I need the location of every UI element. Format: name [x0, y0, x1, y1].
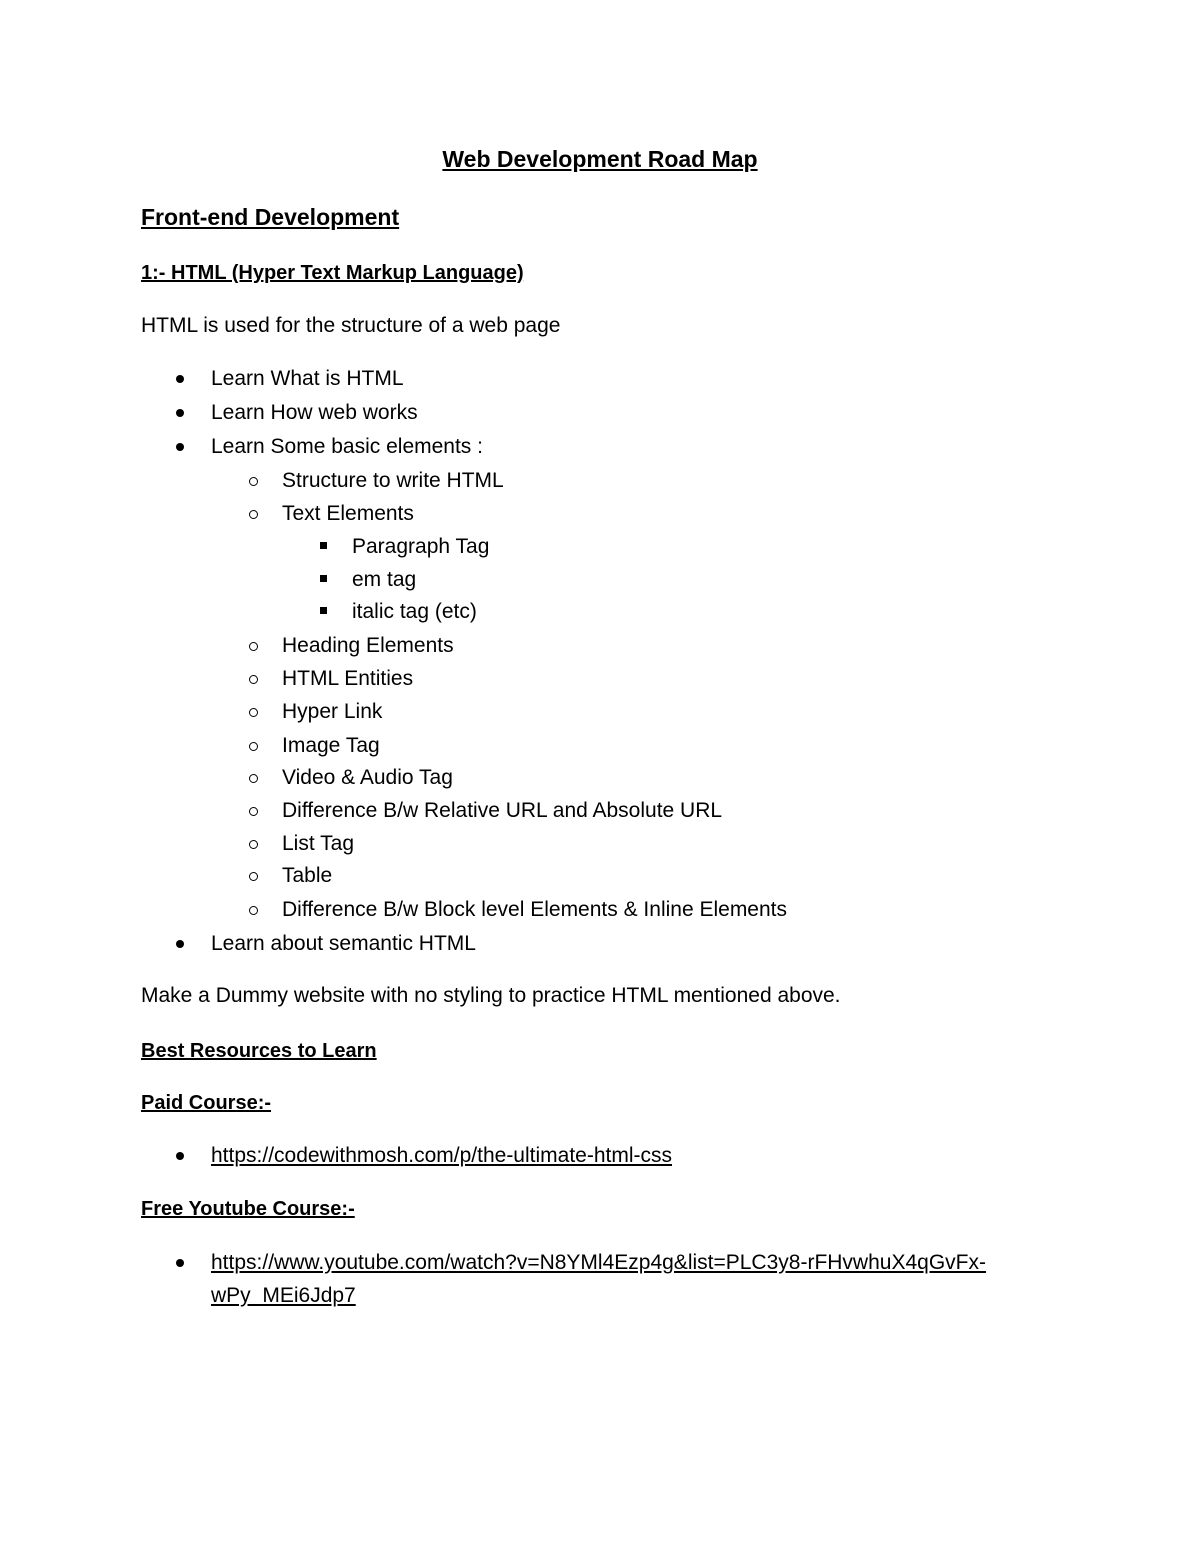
sub-item: Hyper Link [282, 700, 383, 723]
sub-item: Difference B/w Relative URL and Absolute URL [282, 799, 723, 822]
bullet-dot [176, 443, 184, 451]
sub-sub-item: Paragraph Tag [352, 535, 490, 558]
paid-course-heading: Paid Course:- [141, 1092, 272, 1114]
bullet-item: Learn How web works [211, 401, 418, 424]
bullet-dot [176, 409, 184, 417]
sub-bullet-circle [249, 742, 258, 751]
sub-item: Difference B/w Block level Elements & Inline Elements [282, 898, 788, 921]
sub-item: Structure to write HTML [282, 469, 504, 492]
sub-bullet-circle [249, 840, 258, 849]
sub-bullet-circle [249, 774, 258, 783]
sub-item: Video & Audio Tag [282, 766, 453, 789]
section-heading: Front-end Development [141, 204, 400, 230]
sub-sub-item: em tag [352, 568, 417, 591]
sub-sub-bullet-square [320, 542, 327, 549]
sub-sub-item: italic tag (etc) [352, 600, 477, 623]
sub-item: Table [282, 864, 333, 887]
sub-item: HTML Entities [282, 667, 414, 690]
free-course-link[interactable]: https://www.youtube.com/watch?v=N8YMl4Ezp4g&list=PLC3y8-rFHvwhuX4qGvFx- [211, 1251, 986, 1274]
bullet-dot [176, 940, 184, 948]
sub-bullet-circle [249, 906, 258, 915]
sub-bullet-circle [249, 675, 258, 684]
sub-item: Heading Elements [282, 634, 454, 657]
free-course-link-continued[interactable]: wPy_MEi6Jdp7 [211, 1284, 356, 1307]
bullet-item: Learn Some basic elements : [211, 435, 483, 458]
sub-bullet-circle [249, 510, 258, 519]
bullet-dot [176, 1152, 184, 1160]
bullet-dot [176, 1259, 184, 1267]
bullet-item: Learn about semantic HTML [211, 932, 476, 955]
bullet-item: Learn What is HTML [211, 367, 404, 390]
intro-paragraph: HTML is used for the structure of a web page [141, 314, 561, 337]
sub-item: Text Elements [282, 502, 414, 525]
free-course-heading: Free Youtube Course:- [141, 1198, 355, 1220]
sub-bullet-circle [249, 872, 258, 881]
bullet-dot [176, 375, 184, 383]
sub-sub-bullet-square [320, 607, 327, 614]
sub-item: List Tag [282, 832, 354, 855]
practice-note: Make a Dummy website with no styling to practice HTML mentioned above. [141, 984, 841, 1007]
sub-bullet-circle [249, 807, 258, 816]
sub-sub-bullet-square [320, 575, 327, 582]
html-heading: 1:- HTML (Hyper Text Markup Language) [141, 262, 524, 284]
resources-heading: Best Resources to Learn [141, 1040, 377, 1062]
document-title: Web Development Road Map [442, 146, 758, 172]
paid-course-link[interactable]: https://codewithmosh.com/p/the-ultimate-html-css [211, 1144, 672, 1167]
sub-bullet-circle [249, 642, 258, 651]
sub-item: Image Tag [282, 734, 380, 757]
sub-bullet-circle [249, 477, 258, 486]
sub-bullet-circle [249, 708, 258, 717]
